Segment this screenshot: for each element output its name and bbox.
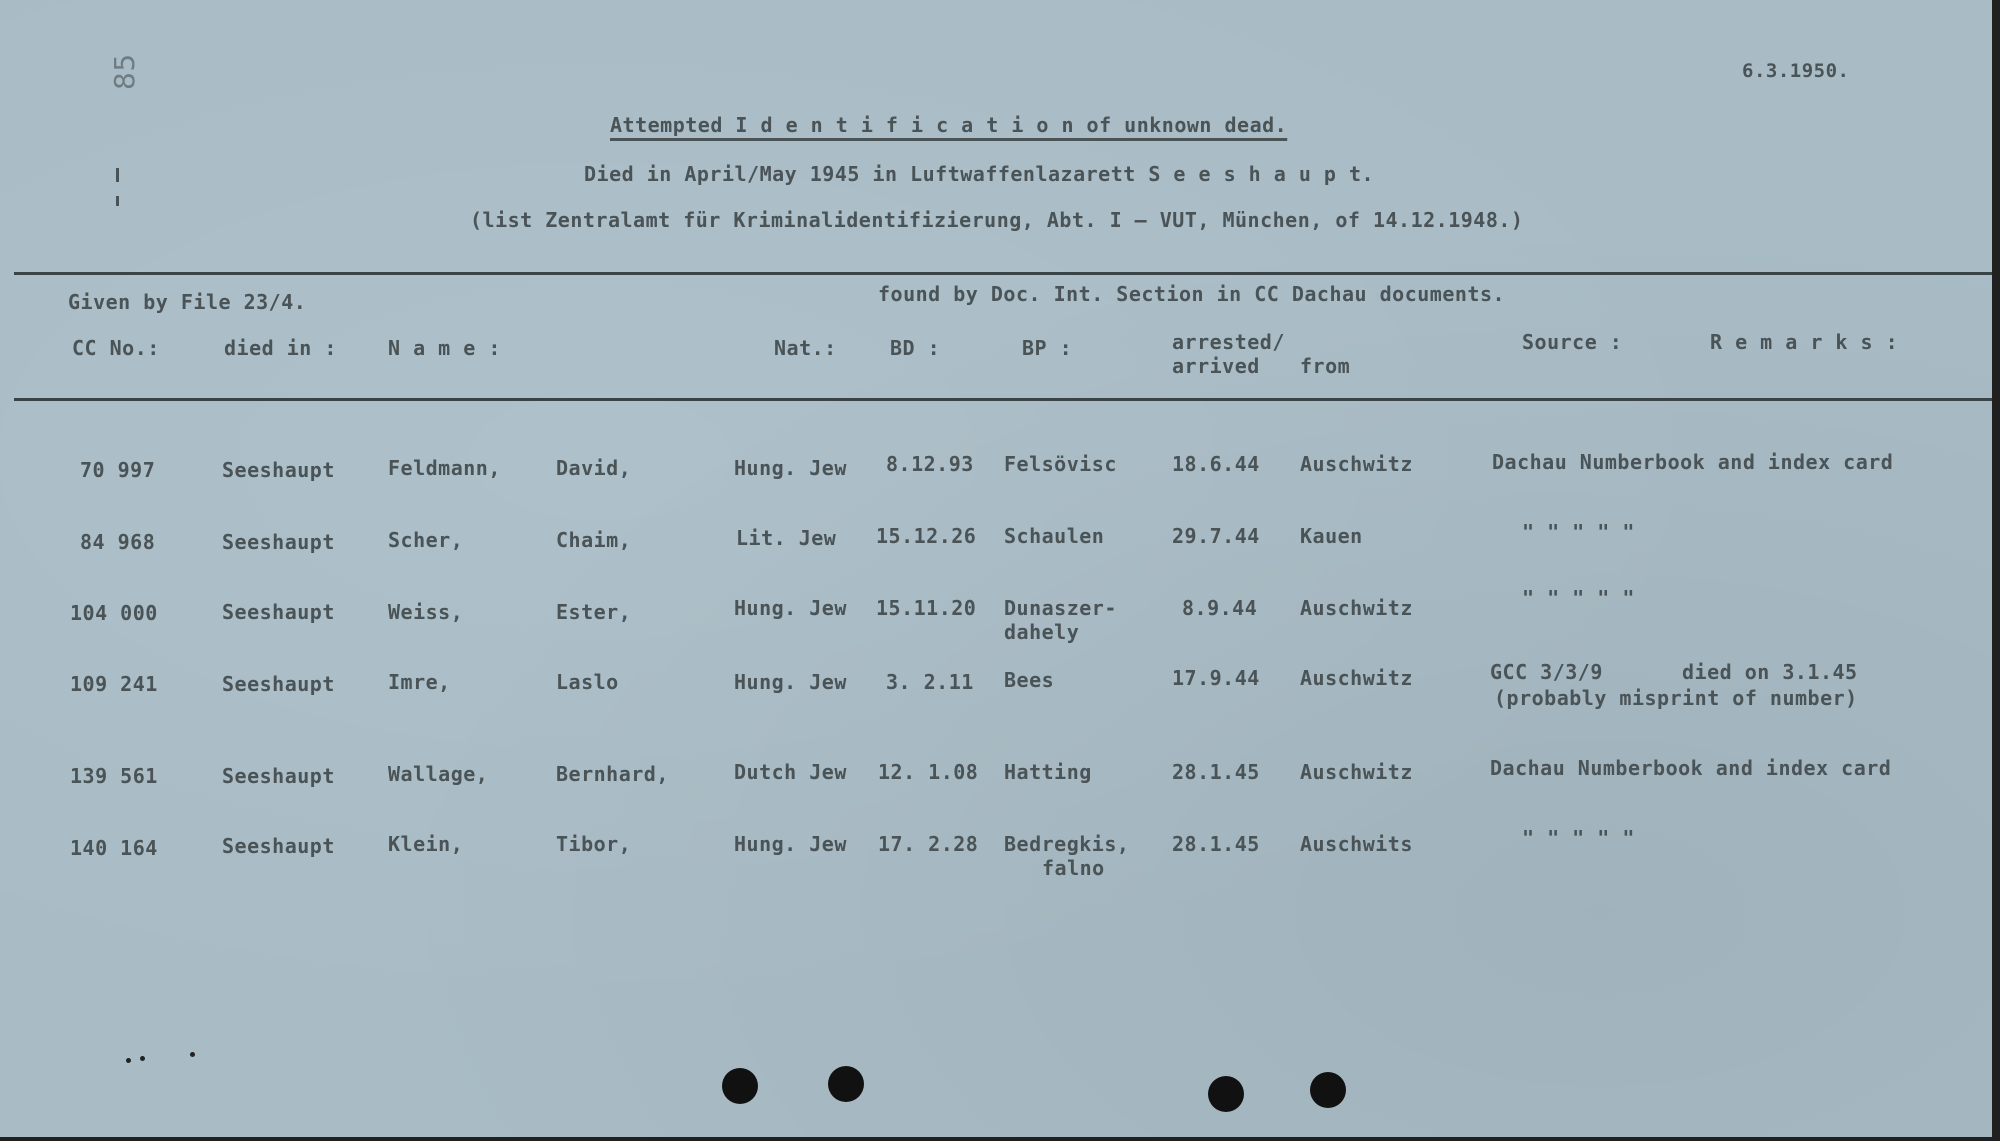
header-arrived: arrived bbox=[1172, 354, 1260, 378]
arrived-date: 18.6.44 bbox=[1172, 452, 1260, 476]
surname: Klein, bbox=[388, 832, 464, 856]
birth-place: Bedregkis, bbox=[1004, 832, 1130, 856]
punch-hole bbox=[828, 1066, 864, 1102]
died-in: Seeshaupt bbox=[222, 458, 335, 482]
from-camp: Auschwits bbox=[1300, 832, 1413, 856]
died-in: Seeshaupt bbox=[222, 600, 335, 624]
ink-speck bbox=[190, 1052, 195, 1057]
birth-date: 17. 2.28 bbox=[878, 832, 979, 856]
nationality: Hung. Jew bbox=[734, 670, 847, 694]
died-in: Seeshaupt bbox=[222, 672, 335, 696]
died-in: Seeshaupt bbox=[222, 764, 335, 788]
nationality: Hung. Jew bbox=[734, 832, 847, 856]
header-died-in: died in : bbox=[224, 336, 337, 360]
given-name: Ester, bbox=[556, 600, 632, 624]
ink-speck bbox=[140, 1056, 145, 1061]
surname: Scher, bbox=[388, 528, 464, 552]
surname: Feldmann, bbox=[388, 456, 501, 480]
header-rule bbox=[14, 398, 2000, 401]
margin-tick bbox=[116, 168, 119, 182]
arrived-date: 29.7.44 bbox=[1172, 524, 1260, 548]
remarks: died on 3.1.45 bbox=[1682, 660, 1858, 684]
source: " " " " " bbox=[1522, 586, 1635, 610]
document-title: Attempted I d e n t i f i c a t i o n of unknown dead. bbox=[610, 113, 1288, 137]
source: GCC 3/3/9 bbox=[1490, 660, 1603, 684]
birth-date: 12. 1.08 bbox=[878, 760, 979, 784]
arrived-date: 28.1.45 bbox=[1172, 760, 1260, 784]
given-name: Tibor, bbox=[556, 832, 632, 856]
scan-edge-right bbox=[1992, 0, 2000, 1141]
margin-tick bbox=[116, 196, 119, 206]
cc-number: 104 000 bbox=[70, 601, 158, 625]
arrived-date: 28.1.45 bbox=[1172, 832, 1260, 856]
surname: Imre, bbox=[388, 670, 451, 694]
header-birth-place: BP : bbox=[1022, 336, 1073, 360]
nationality: Dutch Jew bbox=[734, 760, 847, 784]
margin-note: 85 bbox=[108, 53, 141, 90]
cc-number: 139 561 bbox=[70, 764, 158, 788]
source: " " " " " bbox=[1522, 826, 1635, 850]
birth-place-cont: falno bbox=[1042, 856, 1105, 880]
ink-speck bbox=[126, 1058, 131, 1063]
arrived-date: 8.9.44 bbox=[1182, 596, 1258, 620]
cc-number: 84 968 bbox=[80, 530, 156, 554]
header-from: from bbox=[1300, 354, 1351, 378]
document-subtitle: Died in April/May 1945 in Luftwaffenlazarett S e e s h a u p t. bbox=[584, 162, 1375, 186]
birth-place: Schaulen bbox=[1004, 524, 1105, 548]
given-name: Chaim, bbox=[556, 528, 632, 552]
header-nationality: Nat.: bbox=[774, 336, 837, 360]
nationality: Lit. Jew bbox=[736, 526, 837, 550]
header-name: N a m e : bbox=[388, 336, 501, 360]
birth-place-cont: dahely bbox=[1004, 620, 1080, 644]
source: Dachau Numberbook and index card bbox=[1490, 756, 1892, 780]
birth-date: 3. 2.11 bbox=[886, 670, 974, 694]
punch-hole bbox=[1310, 1072, 1346, 1108]
arrived-date: 17.9.44 bbox=[1172, 666, 1260, 690]
from-camp: Auschwitz bbox=[1300, 452, 1413, 476]
died-in: Seeshaupt bbox=[222, 834, 335, 858]
from-camp: Kauen bbox=[1300, 524, 1363, 548]
source: Dachau Numberbook and index card bbox=[1492, 450, 1894, 474]
birth-place: Dunaszer- bbox=[1004, 596, 1117, 620]
surname: Weiss, bbox=[388, 600, 464, 624]
document-source-line: (list Zentralamt für Kriminalidentifizierung, Abt. I – VUT, München, of 14.12.1948.) bbox=[470, 208, 1524, 232]
from-camp: Auschwitz bbox=[1300, 760, 1413, 784]
document-date: 6.3.1950. bbox=[1742, 60, 1850, 82]
header-remarks: R e m a r k s : bbox=[1710, 330, 1899, 354]
scan-edge-bottom bbox=[0, 1137, 2000, 1141]
cc-number: 70 997 bbox=[80, 458, 156, 482]
from-camp: Auschwitz bbox=[1300, 596, 1413, 620]
top-rule bbox=[14, 272, 2000, 275]
given-name: Bernhard, bbox=[556, 762, 669, 786]
header-cc-no: CC No.: bbox=[72, 336, 160, 360]
found-by: found by Doc. Int. Section in CC Dachau documents. bbox=[878, 282, 1506, 306]
surname: Wallage, bbox=[388, 762, 489, 786]
punch-hole bbox=[1208, 1076, 1244, 1112]
source-note: (probably misprint of number) bbox=[1494, 686, 1858, 710]
birth-date: 8.12.93 bbox=[886, 452, 974, 476]
birth-date: 15.12.26 bbox=[876, 524, 977, 548]
header-source: Source : bbox=[1522, 330, 1623, 354]
header-arrested: arrested/ bbox=[1172, 330, 1285, 354]
died-in: Seeshaupt bbox=[222, 530, 335, 554]
from-camp: Auschwitz bbox=[1300, 666, 1413, 690]
nationality: Hung. Jew bbox=[734, 596, 847, 620]
header-birth-date: BD : bbox=[890, 336, 941, 360]
cc-number: 109 241 bbox=[70, 672, 158, 696]
birth-date: 15.11.20 bbox=[876, 596, 977, 620]
birth-place: Hatting bbox=[1004, 760, 1092, 784]
nationality: Hung. Jew bbox=[734, 456, 847, 480]
cc-number: 140 164 bbox=[70, 836, 158, 860]
source: " " " " " bbox=[1522, 520, 1635, 544]
given-by: Given by File 23/4. bbox=[68, 290, 307, 314]
birth-place: Bees bbox=[1004, 668, 1055, 692]
birth-place: Felsövisc bbox=[1004, 452, 1117, 476]
given-name: Laslo bbox=[556, 670, 619, 694]
punch-hole bbox=[722, 1068, 758, 1104]
given-name: David, bbox=[556, 456, 632, 480]
